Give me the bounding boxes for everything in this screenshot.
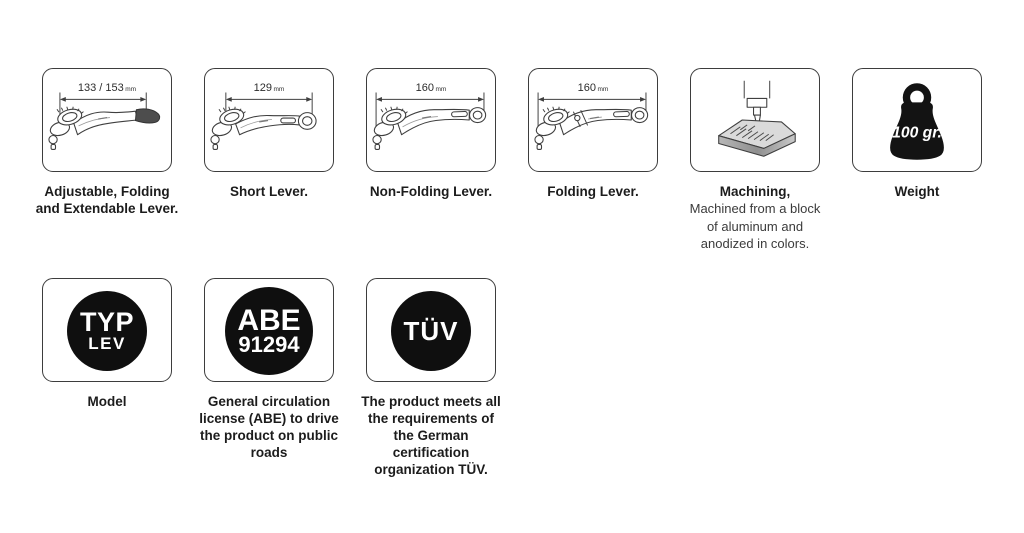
feature-card <box>366 278 496 382</box>
feature-tuv-certification <box>361 278 501 478</box>
feature-caption <box>349 183 513 200</box>
caption-subline: anodized in colors. <box>700 236 810 251</box>
cnc-machining-icon <box>691 69 819 171</box>
badge-line: 91294 <box>238 331 300 357</box>
feature-card <box>42 68 172 172</box>
feature-card <box>204 278 334 382</box>
feature-model <box>42 278 172 478</box>
caption-line: roads <box>250 445 288 460</box>
dimension-label <box>43 82 171 94</box>
caption-line: and Extendable Lever. <box>35 201 179 216</box>
caption-line: license (ABE) to drive <box>199 411 339 426</box>
dimension-value: 160 <box>415 82 434 94</box>
dimension-value: 129 <box>253 82 272 94</box>
dimension-unit: mm <box>597 86 609 93</box>
caption-line: the requirements of <box>367 411 495 426</box>
caption-line: The product meets all <box>361 394 501 409</box>
dimension-label <box>205 82 333 94</box>
feature-caption <box>187 393 351 461</box>
feature-caption <box>673 183 837 253</box>
features-row-1 <box>35 68 982 253</box>
caption-line: Adjustable, Folding <box>44 184 170 199</box>
caption-subline: of aluminum and <box>706 218 804 234</box>
feature-caption <box>835 183 999 200</box>
feature-short-lever <box>204 68 334 253</box>
feature-card <box>42 278 172 382</box>
dimension-label <box>367 82 495 94</box>
caption-line: General circulation <box>207 394 331 409</box>
feature-caption <box>349 393 513 478</box>
caption-line: Folding Lever. <box>547 184 639 199</box>
feature-abe-license <box>199 278 339 478</box>
weight-icon <box>853 69 981 171</box>
badge-line: TÜV <box>403 315 459 346</box>
caption-line: Short Lever. <box>229 184 309 199</box>
feature-caption <box>511 183 675 200</box>
feature-caption <box>187 183 351 200</box>
caption-line: the product on public <box>200 428 338 443</box>
dimension-unit: mm <box>273 86 285 93</box>
feature-caption <box>25 183 189 217</box>
feature-card <box>204 68 334 172</box>
feature-card <box>366 68 496 172</box>
feature-machining <box>690 68 820 253</box>
caption-line: Weight <box>894 184 940 199</box>
dimension-unit: mm <box>435 86 447 93</box>
abe-91294-badge-icon <box>225 287 313 375</box>
caption-line: certification <box>392 445 470 460</box>
feature-adjustable-lever <box>35 68 179 253</box>
badge-line: TYP <box>79 306 134 337</box>
caption-subline: Machined from a block <box>689 201 821 216</box>
caption-line: Non-Folding Lever. <box>369 184 493 199</box>
feature-card <box>852 68 982 172</box>
feature-non-folding-lever <box>366 68 496 253</box>
feature-weight <box>852 68 982 253</box>
caption-line: Machining, <box>719 184 791 199</box>
caption-line: Model <box>87 394 127 409</box>
tuv-badge-icon <box>391 291 471 371</box>
badge-line: ABE <box>237 303 301 337</box>
features-row-2 <box>42 278 501 478</box>
typ-lev-badge-icon <box>67 291 147 371</box>
feature-folding-lever <box>528 68 658 253</box>
feature-caption <box>25 393 189 410</box>
feature-card <box>528 68 658 172</box>
dimension-value: 160 <box>577 82 596 94</box>
caption-line: the German <box>393 428 469 443</box>
dimension-value: 133 / 153 <box>77 82 124 94</box>
badge-line: LEV <box>88 333 126 353</box>
feature-card <box>690 68 820 172</box>
weight-value-label: 100 gr. <box>892 124 942 142</box>
caption-line: organization TÜV. <box>374 462 488 477</box>
dimension-label <box>529 82 657 94</box>
dimension-unit: mm <box>125 86 137 93</box>
